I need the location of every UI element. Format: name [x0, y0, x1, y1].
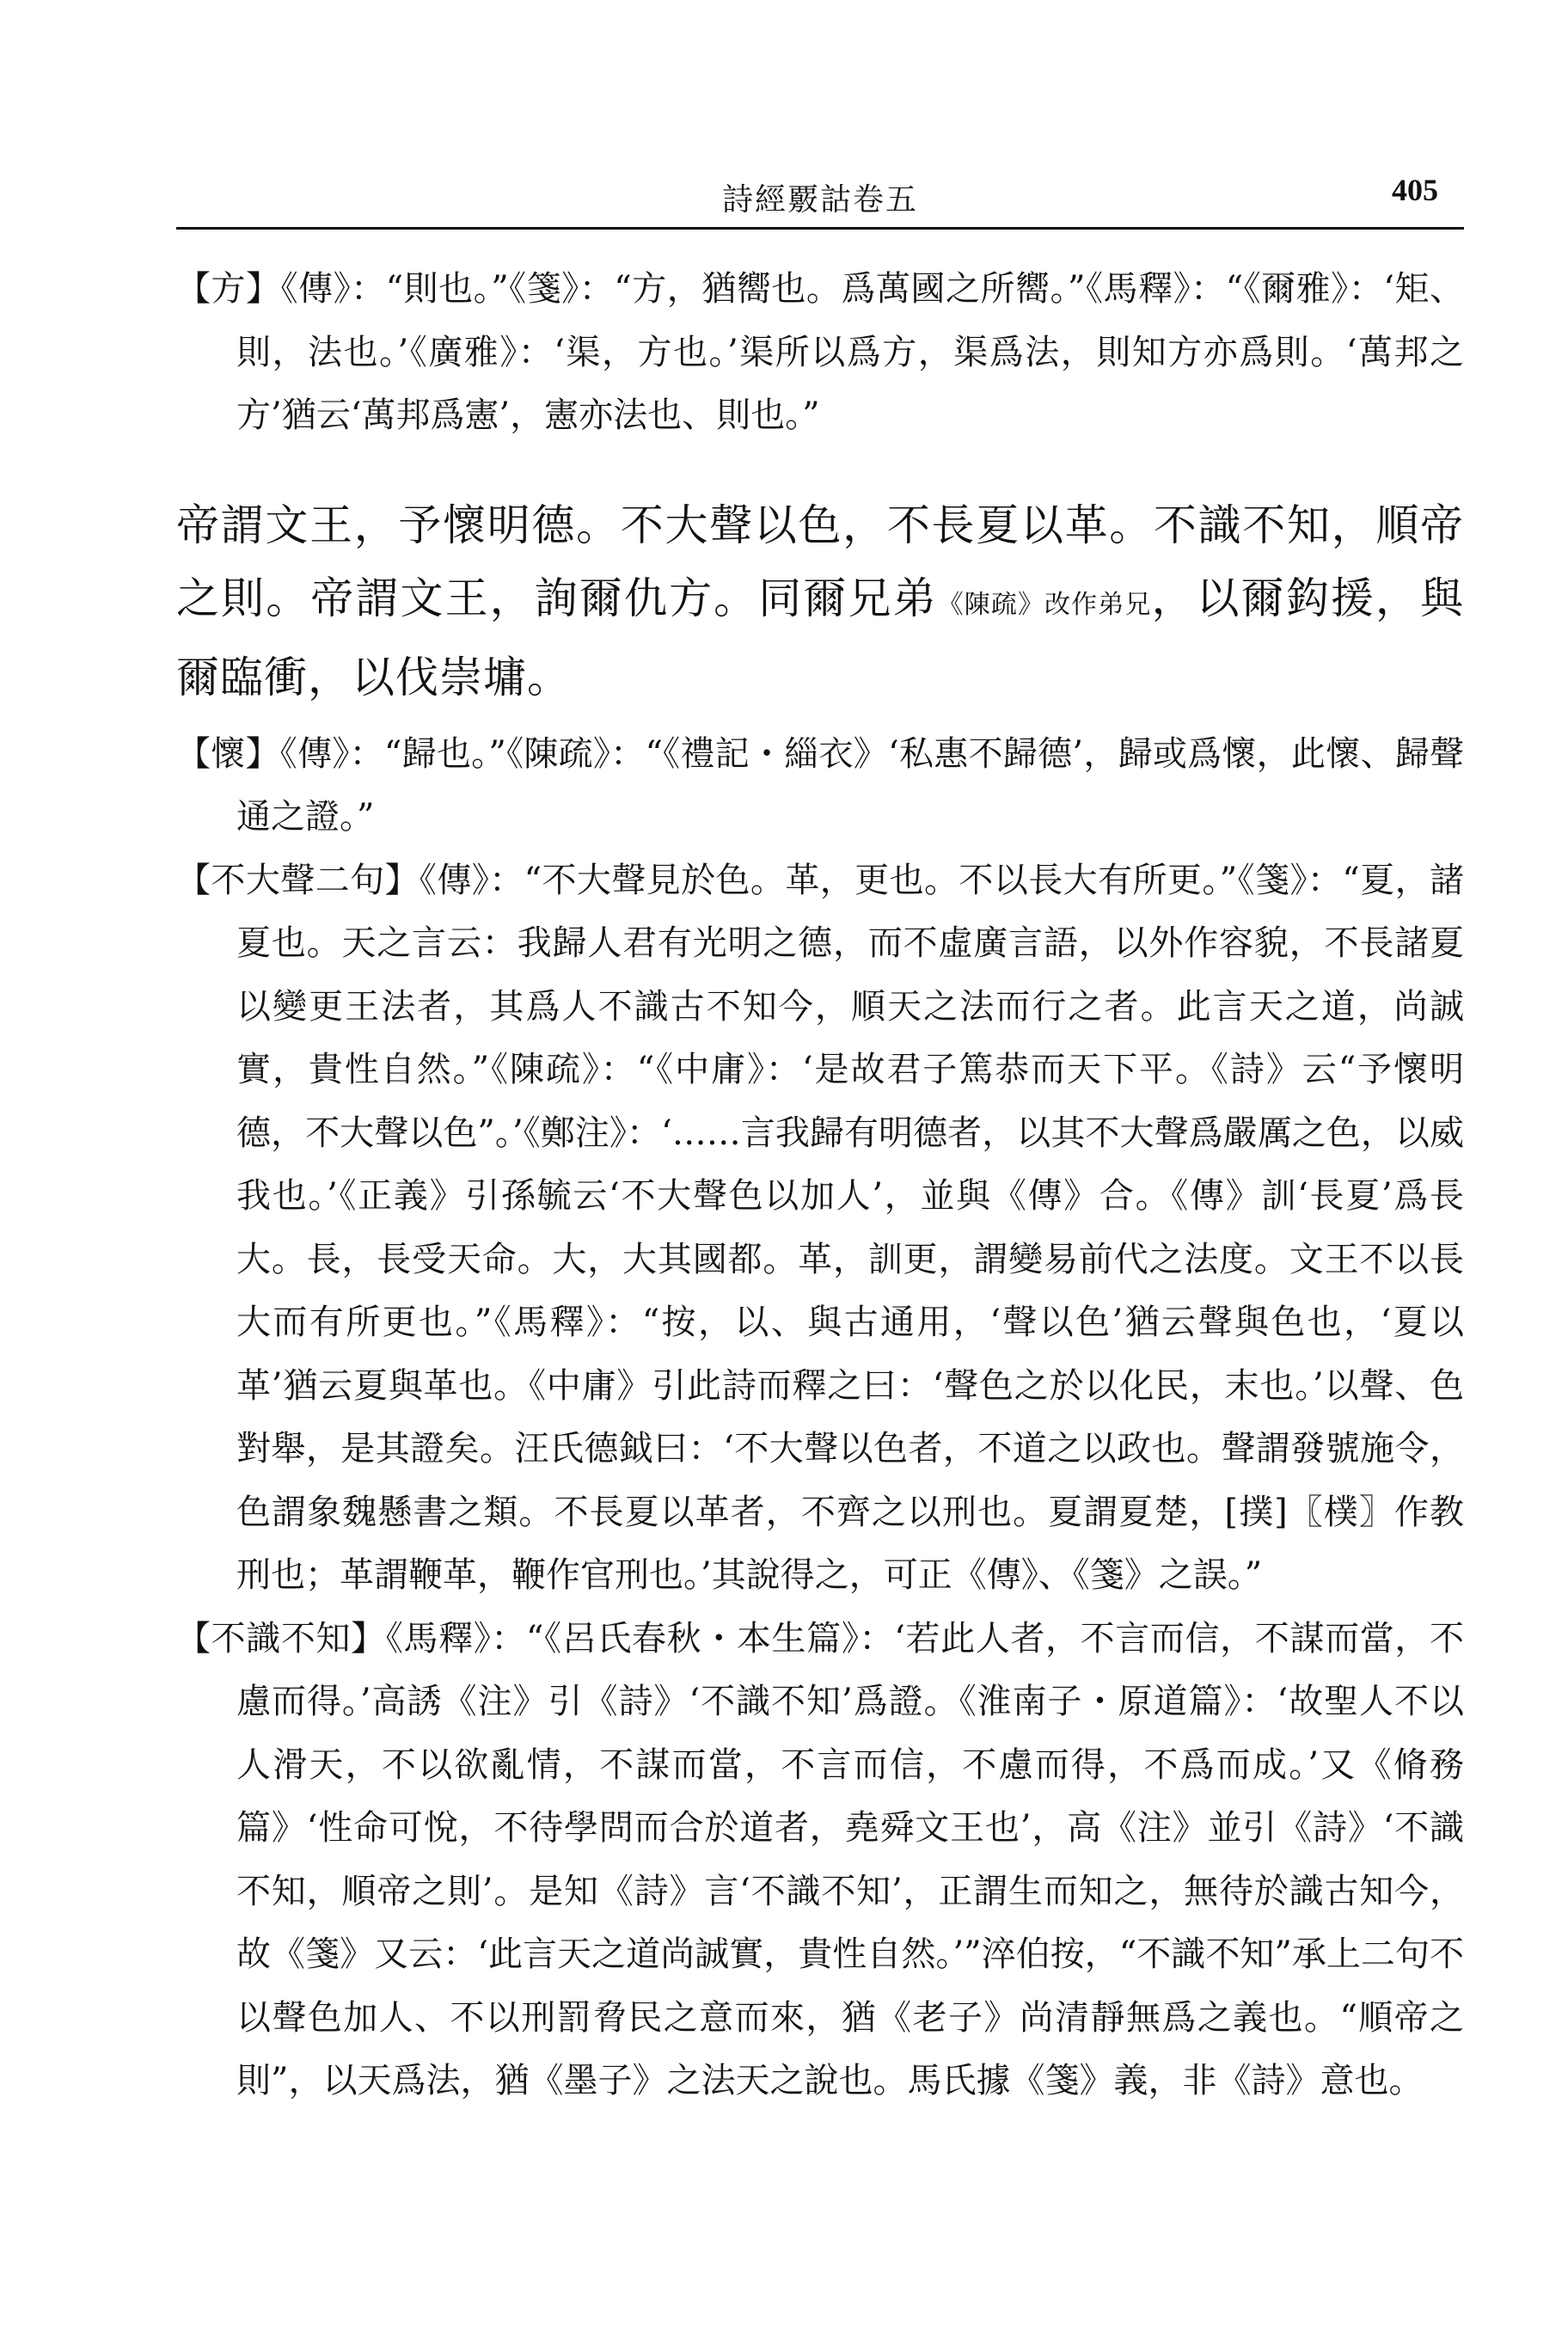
annotation-fang: 【方】《傳》：“則也。”《箋》：“方，猶嚮也。爲萬國之所嚮。”《馬釋》：“《爾雅》：‘矩、則，法也。’《廣雅》：‘渠，方也。’渠所以爲方，渠爲法，則知方亦爲則。‘萬邦之方’猶云‘萬邦爲憲’，憲亦法也、則也。”: [176, 269, 1464, 435]
page-header: [176, 169, 1464, 227]
header-rule: [176, 227, 1464, 230]
main-verse-part1: 帝謂文王，予懷明德。不大聲以色，不長夏以革。不識不知，順帝之則。帝謂文王，詢爾仇方。同爾兄弟: [176, 500, 1464, 623]
inline-small-note: 《陳疏》改作弟兄: [937, 589, 1152, 620]
main-verse-part2: ，以爾鈎援，與爾臨衝，以伐崇墉。: [176, 573, 1465, 702]
running-title: 詩經覈詁卷五: [721, 182, 918, 218]
page-number: 405: [1392, 173, 1438, 207]
annotation-bushibuzhi: 【不識不知】《馬釋》：“《呂氏春秋・本生篇》：‘若此人者，不言而信，不謀而當，不慮而得。’高誘《注》引《詩》‘不識不知’爲證。《淮南子・原道篇》：‘故聖人不以人滑天，不以欲亂情，不謀而當，不言而信，不慮而得，不爲而成。’又《脩務篇》‘性命可悅，不待學問而合於道者，堯舜文王也’，高《注》並引《詩》‘不識不知，順帝之則’。是知《詩》言‘不識不知’，正謂生而知之，無待於識古知今，故《箋》又云：‘此言天之道尚誠實，貴性自然。’”淬伯按，“不識不知”承上二句不以聲色加人、不以刑罰脅民之意而來，猶《老子》尚清靜無爲之義也。“順帝之則”，以天爲法，猶《墨子》之法天之說也。馬氏據《箋》義，非《詩》意也。: [176, 1618, 1464, 2100]
annotation-huai: 【懷】《傳》：“歸也。”《陳疏》：“《禮記・緇衣》‘私惠不歸德’，歸或爲懷，此懷、歸聲通之證。”: [176, 733, 1464, 837]
page-body: [176, 258, 1464, 2113]
main-verse-text: [176, 489, 1464, 714]
annotation-budasheng: 【不大聲二句】《傳》：“不大聲見於色。革，更也。不以長大有所更。”《箋》：“夏，諸夏也。天之言云：我歸人君有光明之德，而不虛廣言語，以外作容貌，不長諸夏以變更王法者，其爲人不識古不知今，順天之法而行之者。此言天之道，尚誠實，貴性自然。”《陳疏》：“《中庸》：‘是故君子篤恭而天下平。《詩》云“予懷明德，不大聲以色”。’《鄭注》：‘……言我歸有明德者，以其不大聲爲嚴厲之色，以威我也。’《正義》引孫毓云‘不大聲色以加人’，並與《傳》合。《傳》訓‘長夏’爲長大。長，長受天命。大，大其國都。革，訓更，謂變易前代之法度。文王不以長大而有所更也。”《馬釋》：“按，以、與古通用，‘聲以色’猶云聲與色也，‘夏以革’猶云夏與革也。《中庸》引此詩而釋之曰：‘聲色之於以化民，末也。’以聲、色對舉，是其證矣。汪氏德鉞曰：‘不大聲以色者，不道之以政也。聲謂發號施令，色謂象魏懸書之類。不長夏以革者，不齊之以刑也。夏謂夏楚，[撲]〖樸〗作教刑也；革謂鞭革，鞭作官刑也。’其說得之，可正《傳》、《箋》之誤。”: [176, 860, 1464, 1595]
